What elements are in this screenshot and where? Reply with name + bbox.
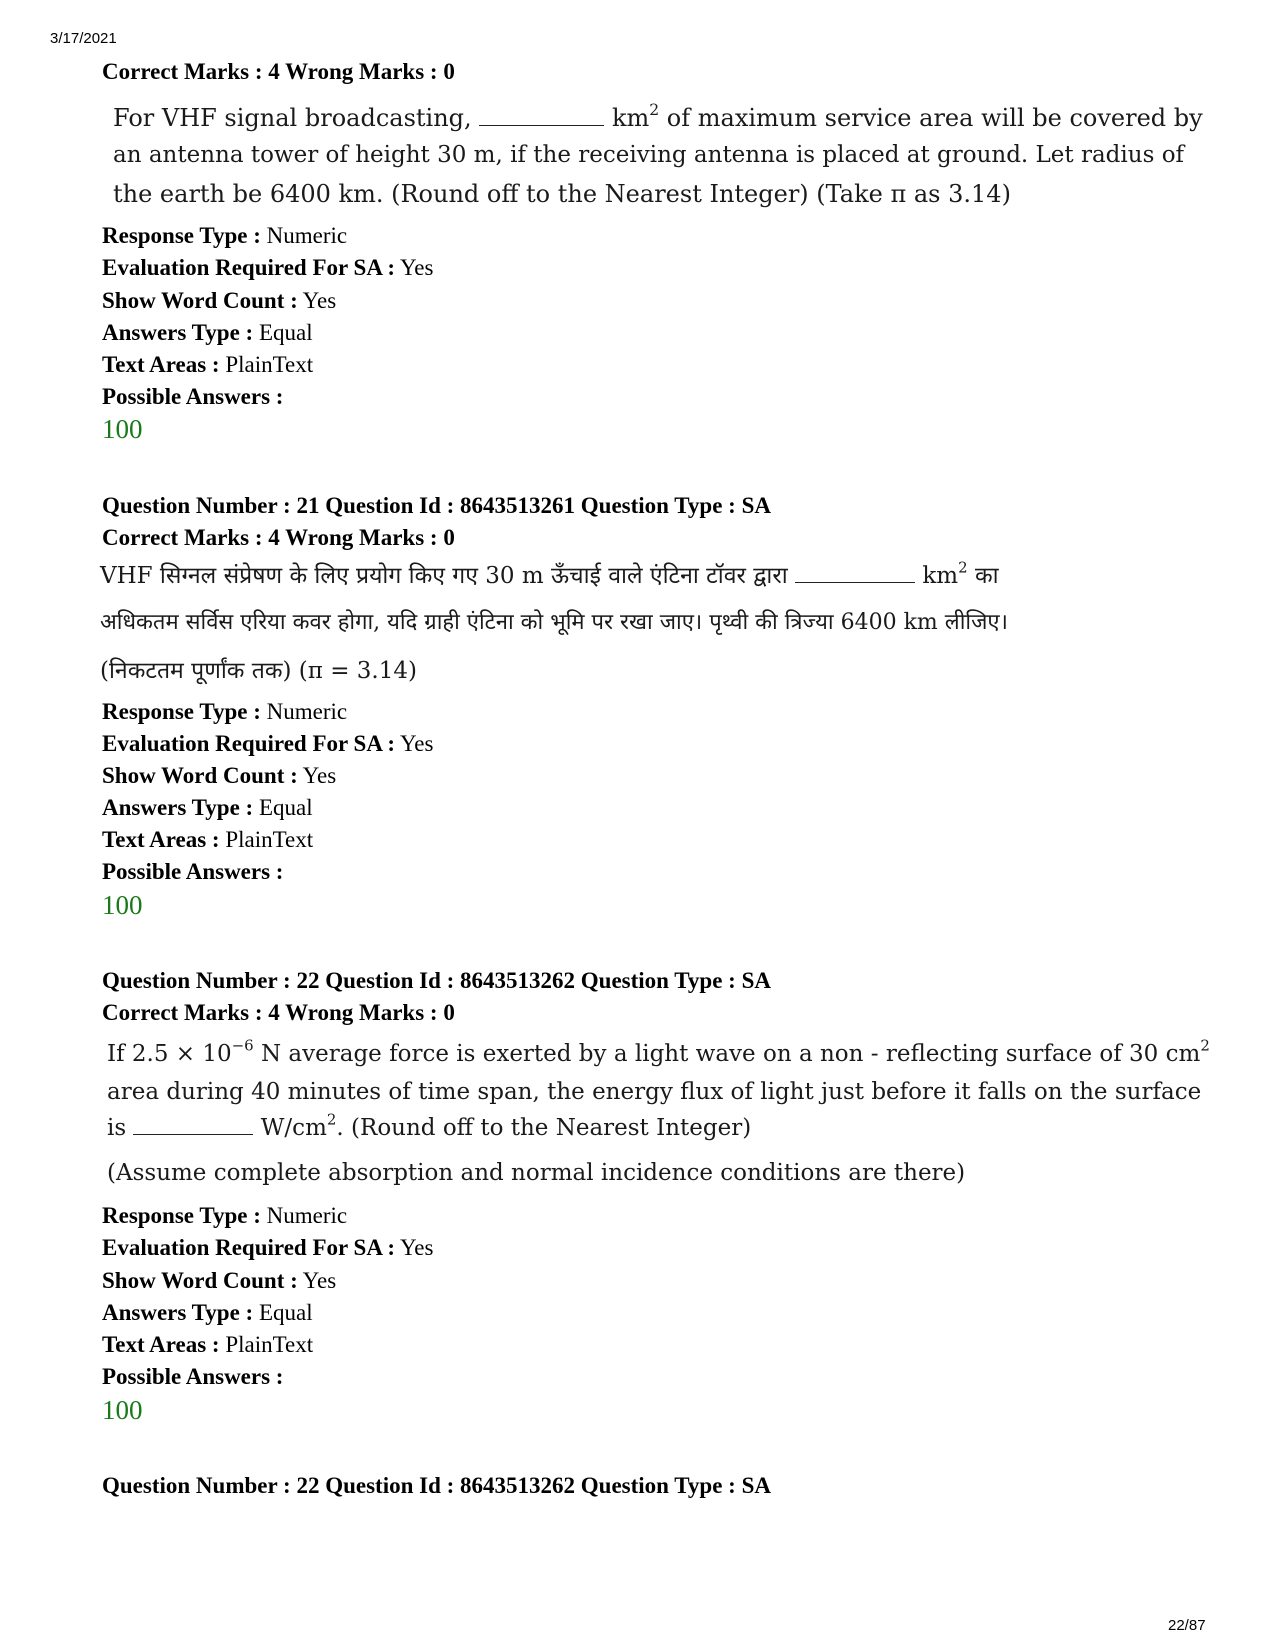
q20-text-line-1: For VHF signal broadcasting, $km^2$ of maximum service area will be covered by <box>113 101 1203 132</box>
q21-text-line-2: अधिकतम सर्विस एरिया कवर होगा, यदि ग्राही एंटिना को भूमि पर रखा जाए। पृथ्वी की त्रिज्या 6400 km लीजिए। <box>100 610 1008 635</box>
answer-blank <box>133 1133 253 1135</box>
q21-text-line-1: VHF सिग्नल संप्रेषण के लिए प्रयोग किए गए 30 m ऊँचाई वाले एंटिना टॉवर द्वारा $km^2$ का <box>100 558 999 589</box>
q22-header: Question Number : 22 Question Id : 8643513262 Question Type : SA <box>102 968 771 993</box>
q21-marks: Correct Marks : 4 Wrong Marks : 0 <box>102 525 455 550</box>
page-number: 22/87 <box>1168 1617 1206 1634</box>
answer-blank <box>479 124 604 126</box>
q22-possible-answers-label: Possible Answers : <box>102 1364 284 1389</box>
q20-possible-answers-label: Possible Answers : <box>102 384 284 409</box>
q22-text-line-3: is $W/cm^2$. (Round off to the Nearest Integer) <box>107 1110 752 1141</box>
q22-response-type: Response Type : Numeric <box>102 1203 348 1228</box>
next-question-header: Question Number : 22 Question Id : 8643513262 Question Type : SA <box>102 1473 771 1498</box>
q21-answers-type: Answers Type : Equal <box>102 795 313 820</box>
q21-header: Question Number : 21 Question Id : 8643513261 Question Type : SA <box>102 493 771 518</box>
q22-show-word-count: Show Word Count : Yes <box>102 1268 337 1293</box>
q21-possible-answers-label: Possible Answers : <box>102 859 284 884</box>
q21-show-word-count: Show Word Count : Yes <box>102 763 337 788</box>
q20-evaluation-required: Evaluation Required For SA : Yes <box>102 255 434 280</box>
q20-text-areas: Text Areas : PlainText <box>102 352 314 377</box>
q20-answer: 100 <box>102 414 143 444</box>
q21-text-areas: Text Areas : PlainText <box>102 827 314 852</box>
q20-show-word-count: Show Word Count : Yes <box>102 288 337 313</box>
q22-text-line-1: If $2.5 \times 10^{-6}$ N average force is exerted by a light wave on a non - reflecting surface of 30 $cm^2$ <box>107 1036 1210 1067</box>
print-date: 3/17/2021 <box>50 30 117 47</box>
q22-evaluation-required: Evaluation Required For SA : Yes <box>102 1235 434 1260</box>
q21-answer: 100 <box>102 890 143 920</box>
q20-response-type: Response Type : Numeric <box>102 223 348 248</box>
q20-text-line-2: an antenna tower of height 30 m, if the receiving antenna is placed at ground. Let radius of <box>113 142 1185 168</box>
q20-marks: Correct Marks : 4 Wrong Marks : 0 <box>102 59 455 84</box>
answer-blank <box>795 581 915 583</box>
q22-answers-type: Answers Type : Equal <box>102 1300 313 1325</box>
q21-evaluation-required: Evaluation Required For SA : Yes <box>102 731 434 756</box>
q21-text-line-3: (निकटतम पूर्णांक तक) (π = 3.14) <box>100 658 417 684</box>
q21-response-type: Response Type : Numeric <box>102 699 348 724</box>
q22-text-line-2: area during 40 minutes of time span, the energy flux of light just before it falls on the surface <box>107 1079 1202 1105</box>
q22-text-line-4: (Assume complete absorption and normal incidence conditions are there) <box>107 1160 966 1186</box>
q22-answer: 100 <box>102 1395 143 1425</box>
q22-text-areas: Text Areas : PlainText <box>102 1332 314 1357</box>
q20-answers-type: Answers Type : Equal <box>102 320 313 345</box>
q22-marks: Correct Marks : 4 Wrong Marks : 0 <box>102 1000 455 1025</box>
q20-text-line-3: the earth be 6400 km. (Round off to the Nearest Integer) (Take π as 3.14) <box>113 180 1011 208</box>
